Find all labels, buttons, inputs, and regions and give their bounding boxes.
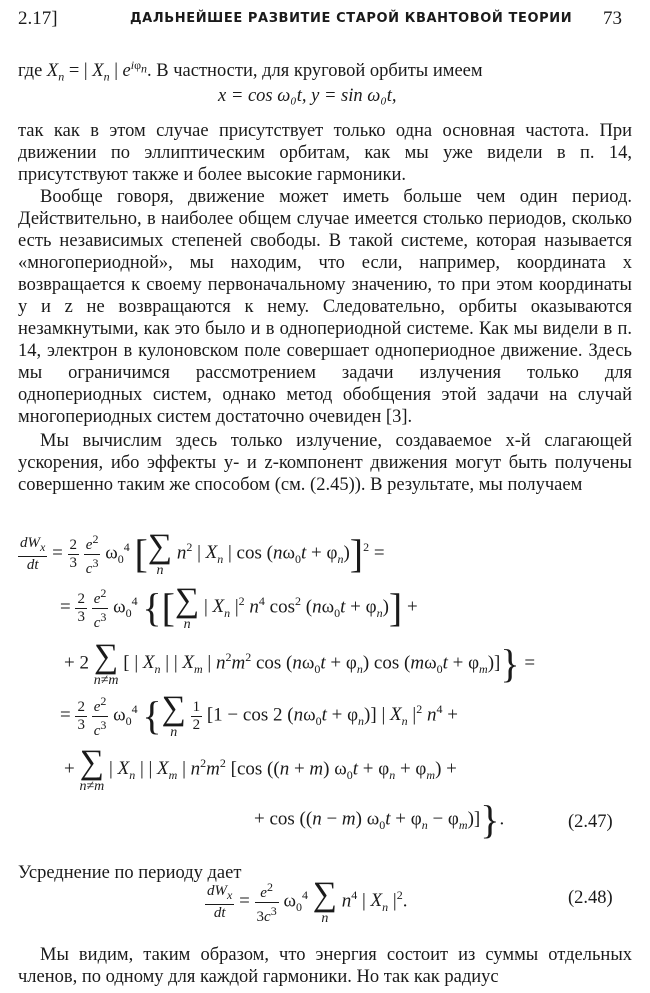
averaging-sentence: Усреднение по периоду дает (18, 863, 242, 883)
paragraph-multiperiodic: Вообще говоря, движение может иметь больше чем один период. Действительно, в наиболее общем случае имеется столько периодов, сколько есть независимых степеней свободы. В такой системе, которая называется «многопериодной», мы находим, что если, например, координата x возвращается к своему первоначальному значению, то при этом координаты y и z не возвращаются к нему. Следовательно, орбиты оказываются незамкнутыми, как это было и в однопериодной системе. Как мы видели в п. 14, электрон в кулоновском поле совершает однопериодное движение. Здесь мы ограничимся рассмотрением задачи излучения только для однопериодных систем, однако метод обобщения этой задачи на случай многопериодных систем достаточно очевиден [3]. (18, 187, 632, 427)
equation-2-47-line-4: = $\frac{2}{3}$ $\frac{e^2}{c^3}$ $\omega_0^4$ { ∑ n $\frac{1}{2}$ [1 − cos 2 $(n\omega_0t + \varphi_n)$] | $X_n$ $|^2$ $n^4$ + (60, 690, 458, 740)
equation-2-47-line-5: + ∑ n≠m | $X_n$ | | $X_m$ | $n^2m^2$ [cos ((n + m) $\omega_0t + \varphi_n + \varphi_m$) + (64, 744, 457, 794)
equation-2-47-line-2: = $\frac{2}{3}$ $\frac{e^2}{c^3}$ $\omega_0^4$ {[ ∑ n | $X_n$ $|^2$ $n^4$ $\cos^2 (n\omega_0t + \varphi_n)$] + (60, 582, 418, 632)
paragraph-energy-sum: Мы видим, таким образом, что энергия состоит из суммы отдельных членов, по одному для каждой гармоники. Но так как радиус (18, 945, 632, 987)
equation-2-47-line-6: + cos ((n − m) $\omega_0t + \varphi_n - \varphi_m$)]}. (254, 797, 505, 842)
section-number: 2.17] (18, 8, 58, 29)
running-title: ДАЛЬНЕЙШЕЕ РАЗВИТИЕ СТАРОЙ КВАНТОВОЙ ТЕОРИИ (130, 11, 573, 26)
equation-2-47-line-3: + 2 ∑ n≠m [ | $X_n$ | | $X_m$ | $n^2m^2$ $\cos (n\omega_0t + \varphi_n)$ $\cos (m\omega_0t + \varphi_m)$]} = (64, 638, 536, 688)
paragraph-x-component: Мы вычислим здесь только излучение, создаваемое x-й слагающей ускорения, ибо эффекты y- и z-компонент движения могут быть получены совершенно таким же способом (см. (2.45)). В результате, мы получаем (18, 431, 632, 495)
page-number: 73 (603, 8, 622, 29)
equation-number-2-47: (2.47) (568, 812, 613, 832)
equation-2-48: $\frac{dW_x}{dt}$ = $\frac{e^2}{3c^3}$ $\omega_0^4$ ∑ n $n^4$ | $X_n$ $|^2$. (207, 876, 408, 926)
circular-orbit-equation: x = cos ω₀t, y = sin ω₀t, (218, 86, 397, 106)
intro-line: где $X_n$ = | $X_n$ | $e^{i\varphi_n}$. В частности, для круговой орбиты имеем (18, 58, 483, 84)
page-header (18, 6, 632, 34)
equation-2-47-line-1: $\frac{dW_x}{dt}$ = $\frac{2}{3}$ $\frac{e^2}{c^3}$ $\omega_0^4$ [ ∑ n $n^2$ | $X_n$ | $\cos (n\omega_0t + \varphi_n)]^2$ = (20, 528, 385, 578)
equation-number-2-48: (2.48) (568, 888, 613, 908)
paragraph-harmonics: так как в этом случае присутствует только одна основная частота. При движении по эллиптическим орбитам, как мы уже видели в п. 14, присутствуют также и более высокие гармоники. (18, 121, 632, 185)
